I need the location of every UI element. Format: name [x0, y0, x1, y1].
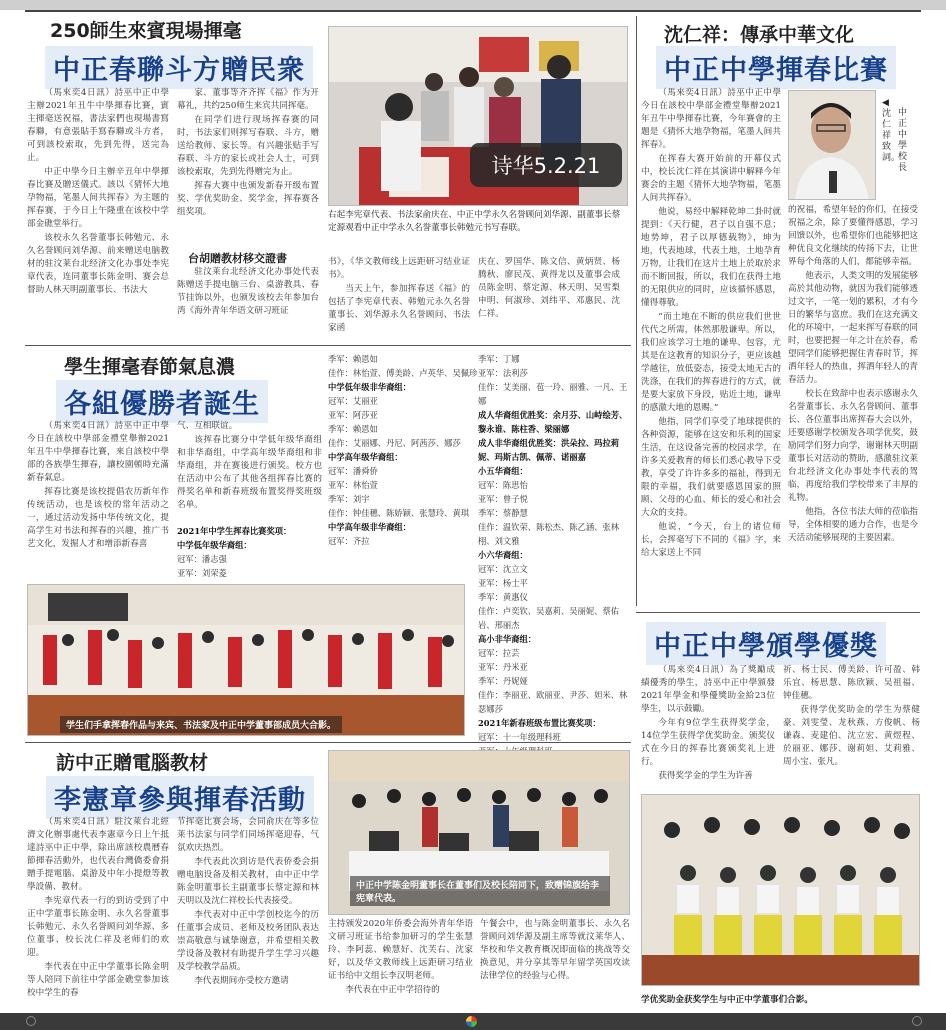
s2-headline: 中正中學揮春比賽 [656, 46, 896, 89]
s1-column-2: 家、董事等齐齐挥《福》作为开幕礼，共约250师生来宾共同挥毫。 在同学们进行现场挥春赛的同时，书法家们则挥写春联、斗方，赠送给教师、家长等。有兴趣张贴手写春联、斗方的家长或社会人士，可到该校索取，先到先得赠完为止。 挥春大赛中也颁发新春开级布置奖、学优奖助金、奖学金，挥春赛各组奖项。 [177, 88, 319, 217]
s3-awards-list-2 [478, 352, 630, 772]
s3-results-list [177, 524, 322, 580]
s4-photo-caption: 中正中学陈金明董事长在董事们及校长陪同下，致赠锦旗给李宪章代表。 [350, 876, 610, 906]
s1-photo-caption: 右起李宪章代表、书法家俞庆在、中正中学永久名誉顾问刘华源、副董事长蔡定源观看中正中学永久名誉董事长韩勉元书写春联。 [328, 210, 621, 233]
s4-column-1: （馬來奕4日訊）駐汶萊台北經濟文化辦事處代表李憲章今日上午抵達詩巫中正中學，除出席該校農曆春節揮春活動外，也代表台灣僑委會捐贈手提電腦、桌游及中年小提燈等教學設備、教材。 李宪章代表一行的到访受到了中正中学董事长陈金明、永久名誉董事长韩勉元、永久名誉顾问刘华源、多位董事、校长沈仁祥及老师们的欢迎。 李代表在中正中学董事长陈金明等人陪同下前往中学部金礁堂参加该校中学生的春 [27, 817, 169, 998]
s3-kicker: 學生揮毫春節氣息濃 [64, 356, 236, 378]
award-line: 冠军：陈思怡 [478, 480, 528, 490]
result-line: 亚军：刘荣菱 [177, 568, 227, 578]
s3-photo-caption: 学生们手拿挥春作品与来宾、书法家及中正中学董事部成员大合影。 [60, 716, 342, 733]
award-line: 冠军：齐拉 [328, 536, 370, 546]
award-line: 高小非华裔组： [478, 634, 537, 644]
award-line: 亚军：法利莎 [478, 368, 528, 378]
result-line: 冠军：潘志强 [177, 554, 227, 564]
award-line: 佳作：艾美丽、苞一玲、丽雅、一凡、王娜 [478, 382, 628, 406]
group-photo-image [28, 585, 465, 736]
s1-headline: 中正春聯斗方贈民衆 [45, 46, 313, 89]
s2-portrait-caption-2: 中正中學校長 [898, 108, 908, 173]
award-line: 佳作：艾丽娜、丹尼、阿茜莎、娜莎 [328, 438, 461, 448]
award-line: 亚军：阿莎亚 [328, 410, 378, 420]
watermark-badge: 诗华5.2.21 [470, 143, 622, 187]
section-divider-1 [25, 345, 631, 346]
s5-headline: 中正中學頒學優獎 [646, 622, 886, 665]
s4-headline: 李憲章參與揮春活動 [46, 776, 314, 819]
section-divider-2 [25, 742, 631, 743]
s3-group-photo [27, 584, 465, 736]
award-line: 佳作：李丽亚、欧丽亚、尹莎、妲米、林瑟娜莎 [478, 690, 628, 714]
s4-column-4: 午餐会中，也与陈金明董事长、永久名誉顾问刘华源及副主席等就汶莱华人、华校和华文教育概况即面临的挑战等交换意见，并分享其等早年留学英国攻读法律学位的经验与心得。 [480, 919, 630, 981]
award-line: 季军：丹妮娅 [478, 676, 528, 686]
section-divider-3 [636, 612, 920, 613]
s2-portrait-caption: ◀沈仁祥致詞。 [882, 98, 901, 163]
s1-column-4: 庆在、罗国华、陈文信、黄炳贤、杨腾秋、廖民茂、黄得龙以及董事会成员陈金明、蔡定源、林天明、吴雪梨申明、何淑珍、刘纬平、邓惠民、沈仁祥。 [478, 257, 620, 319]
award-line: 季军：刘宇 [328, 494, 370, 504]
page-top-rule [25, 10, 921, 12]
s5-photo [641, 794, 920, 986]
award-line: 佳作：温钦荣、陈松杰、陈乙涵、张林栩、刘文雅 [478, 522, 620, 546]
award-line: 冠军：艾丽亚 [328, 396, 378, 406]
award-line: 中学高年级华裔组： [328, 452, 403, 462]
award-line: 中学低年级非华裔组： [328, 382, 411, 392]
s1-column-2b: 驻汶莱台北经济文化办事处代表陈赠送手提电脑三台、桌游教具、春节挂饰以外，也颁发该校去年参加台湾《海外青年华语文研习班证 [177, 267, 319, 316]
award-line: 小六华裔组： [478, 550, 528, 560]
award-students-photo [642, 795, 920, 986]
principal-portrait [789, 91, 876, 200]
crop-mark-icon [912, 1016, 922, 1026]
s4-column-3: 主持颁发2020年侨委会海外青年华语文研习班证书给参加研习的学生张慧玲、李阿蕊、赖慧好、沈芙右、沈家好，以及华文教师线上远距研习结业证书给中文组长李汉明老师。 李代表在中正中学招待的 [328, 919, 473, 995]
award-line: 亚军：曾子悦 [478, 494, 528, 504]
award-line: 季军：赖恩如 [328, 354, 378, 364]
s2-column-1: （馬來奕4日訊）詩巫中正中學今日在該校中學部金禮堂舉辦2021年丑牛中學揮春比賽，今年賽會的主題是《猜怀大地孕物福，笔墨人间共挥春》。 在挥春大赛开始前的开幕仪式中，校长沈仁祥在其演讲中解释今年赛会的主题《猜怀大地孕物福，笔墨人间共挥春》。 他说，易经中解释乾坤二卦时就提到：《天行健，君子以自强不息；地势坤，君子以厚德载物》，坤为地，代表地球，代表土地，土地孕育万物，让我们在这片土地上於取於求而不断回报，所以，我们在获得土地的无限供应的同时，应该循怀感恩，懂得尊敬。 “而土地在不断的供应我们世世代代之所需，体然那般谦卑。所以，我们应该学习土地的谦卑、包容，尤其是在这教育的知识分子，更应该越学越往，放低姿态，接受太地无古的洗涤，在我们的挥春进行的方式，就是要大家放下身段，贴近土地，谦卑的感激大地的恩赐。” 他指，同学们享受了地球提供的各种资源，能够在这安和乐利的国家生活，在这设备完善的校园求学，在许多关爱教育的师长们悉心教导下受教，享受了许许多多的福祉，得到无限的幸福，我们就要感恩国家的照顾、父母的心血、师长的爱心和社会大众的支持。 他说，“今天，台上的诸位师长，会挥毫写下不同的《福》字，来给大家送上不同 [641, 88, 781, 558]
award-line: 亚军：丹米亚 [478, 662, 528, 672]
s5-photo-caption: 学优奖助金获奖学生与中正中学董事们合影。 [641, 995, 813, 1005]
viewer-top-bar [0, 0, 946, 10]
s5-column-1: （馬來奕4日訊）為了獎勵成績優秀的學生，詩巫中正中學頒發2021年學金和學優獎助金給23位學生，以示鼓勵。 今年有9位学生获得奖学金，14位学生获得学优奖助金。颁奖仪式在今日的挥春比赛颁奖礼上进行。 获得奖学金的学生为许善 [641, 665, 775, 781]
s3-column-1: （馬來奕4日訊）詩巫中正中學今日在該校中學部金禮堂舉辦2021年丑牛中學揮春比賽，來自該校中學部的各族學生揮春，讓校園頓時充滿新春氣息。 挥春比赛是该校提倡农历新年作传统活动，也是该校的常年活动之一，通过活动发扬中华传统文化，提高学生对书法和挥春的兴趣，推广书艺文化，发掘人才和增添新春喜 [27, 421, 169, 549]
award-line: 成人华裔组优胜奖：余月芬、山峙绘芳、黎永谁、陈柱香、梁丽娜 [478, 410, 628, 434]
award-line: 中学高年级非华裔组： [328, 522, 411, 532]
award-line: 冠军：沈立文 [478, 564, 528, 574]
s3-awards-list-1 [328, 352, 478, 548]
award-line: 小五华裔组： [478, 466, 528, 476]
s1-column-3: 书》，《华文教师线上远距研习结业证书》。 当天上午，参加挥春送《福》的包括了李宪章代表、韩勉元永久名誉董事长、刘华源永久名誉顾问、书法家函 [328, 257, 470, 333]
s1-kicker: 250師生來賓現場揮毫 [50, 20, 242, 42]
award-line: 冠军：十一年级理科班 [478, 732, 561, 742]
s2-portrait-photo [788, 90, 876, 200]
award-line: 2021年新春班级布置比赛奖项： [478, 718, 601, 728]
award-line: 佳作：卢奕钦、吴嘉莉、吴丽妮、蔡佑岩、邢丽杰 [478, 606, 620, 630]
award-line: 冠军：潘舜侨 [328, 466, 378, 476]
s2-column-2: 的祝福，希望年轻的你们，在接受祝福之余，除了要懂得感恩，学习回馈以外，也希望你们也能够把这种优良文化继续的传扬下去，让世界每个角落的人们，都能够幸福。 他表示，人类文明的发展能够高於其他动物，就因为我们能够透过文字，一笔一划的累积，才有今日的繁华与富庶。我们在这充满文化的环境中，一起来挥写春联的同时，也要把握一年之计在於春，希望同学们能够把握住青春时节，挥洒年轻人的热血，挥洒年轻人的青春活力。 校长在致辞中也表示感谢永久名誉董事长、永久名誉顾问、董事长、各位董事出席挥春大会以外，还要感谢学校颁发各项学优奖，鼓励同学们努力向学，谢谢林天明副董事长对活动的赞助，感激驻汶莱台北经济文化办事处李代表的驾临，再度给我们学校带来了丰厚的礼物。 他指，各位书法大师的莅临指导，全体相要的通力合作，也是今天活动能够展现的主要因素。 [788, 205, 918, 543]
award-line: 冠军：拉芸 [478, 648, 520, 658]
award-line: 季军：黄惠仪 [478, 592, 528, 602]
s1-column-1: （馬來奕4日訊）詩巫中正中學主辦2021年丑牛中學揮春比賽，賓主揮毫送祝福，書法家們也現場書寫春聯，有意張貼手寫春聯或斗方者，可到該校索取，先到先得，送完為止。 中正中學今日主辦辛丑年中學揮春比賽及贈送儀式。該以《猜怀大地孕物福，笔墨人间共挥春》为主题的挥春赛，于今日上午隆重在该校中学部金礁堂举行。 该校永久名誉董事长韩勉元、永久名誉顾问刘华源、前来赠送电脑教材的驻汶莱台北经济文化办事处李宪章代表，连同董事长陈金明、赛会总督助人林天明副董事长、书法大 [27, 88, 169, 295]
s5-column-2: 祈、杨士民、傅美龄、许可盈、韩乐宜、杨思慧、陈欣颖、吴祖福、钟佳穗。 获得学优奖助金的学生为蔡健豪、刘雯瑩、龙秋燕、方俊帆、杨谦森、麦建伯、沈立宏、黄煜程、於丽亚、娜莎、谢莉妲、艾莉雅、周小宝、张凡。 [783, 665, 920, 767]
award-line: 佳作：钟佳穗、陈娇颖、张慧玲、黄琪 [328, 508, 470, 518]
results-title: 2021年中学生挥春比赛奖项： [177, 526, 292, 536]
s3-headline: 各組優勝者誕生 [56, 380, 268, 423]
award-line: 亚军：杨士平 [478, 578, 528, 588]
s4-column-2: 节挥毫比赛会场，会同俞庆在等多位莱书法家与同学们同场挥毫迎春，气氛欢庆热烈。 李代表此次到访是代表侨委会捐赠电脑设备及相关教材，由中正中学陈金明董事长主副董事长蔡定源和林天明以及沈仁祥校长代表接受。 李代表对中正中学创校迄今的历任董事会成员、老师及校务团队表达崇高敬意与诚挚谢意，并希望相关教学设备及教材有助提升学生学习兴趣及学校教学品质。 李代表期间亦受校方邀请 [177, 817, 319, 986]
award-line: 佳作：林怡萱、傅美龄、卢英华、吴佩珍 [328, 368, 478, 378]
crop-mark-icon [26, 1016, 36, 1026]
column-divider [636, 16, 637, 606]
color-target-icon [466, 1016, 477, 1027]
award-line: 季军：丁娜 [478, 354, 520, 364]
s4-kicker: 訪中正贈電腦教材 [56, 752, 209, 774]
award-line: 季军：赖恩如 [328, 424, 378, 434]
s2-kicker: 沈仁祥：傳承中華文化 [664, 24, 855, 46]
s1-subheadline: 台胡贈教材移交證書 [188, 252, 287, 265]
award-line: 成人非华裔组优胜奖：洪朵拉、玛拉莉妮、玛斯古凯、佩蒂、诺丽嘉 [478, 438, 620, 462]
award-line: 季军：蔡静慧 [478, 508, 528, 518]
award-line: 亚军：林怡萱 [328, 480, 378, 490]
s3-column-2: 气、互相联谊。 该挥春比赛分中学低年级华裔组和非华裔组，中学高年级华裔组和非华裔组，并在赛後进行颁奖。校方也在活动中公布了其他各组挥春比赛的得奖名单和新春班级布置奖得奖班级名单。 [177, 421, 322, 510]
results-subheading: 中学低年级华裔组： [177, 540, 252, 550]
